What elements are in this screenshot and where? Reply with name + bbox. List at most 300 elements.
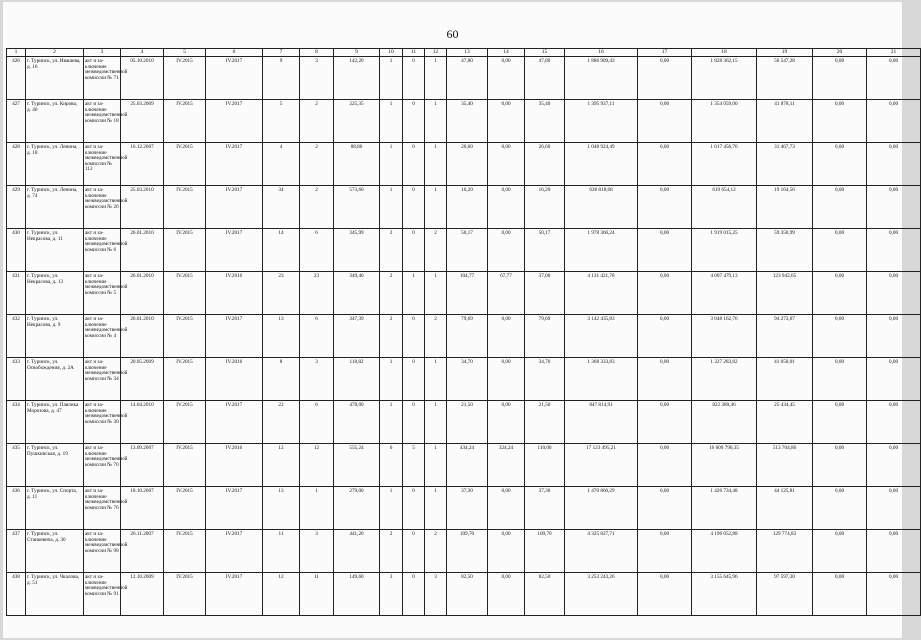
area-cell: 347,39 (334, 315, 380, 358)
col12-cell: 1 (425, 100, 447, 143)
col21-cell: 0,00 (867, 229, 921, 272)
quarter-start-cell: IV.2015 (164, 444, 206, 487)
area-cell: 478,00 (334, 401, 380, 444)
quarter-start-cell: IV.2015 (164, 143, 206, 186)
quarter-end-cell: IV.2016 (206, 272, 263, 315)
quarter-end-cell: IV.2017 (206, 229, 263, 272)
col10-cell: 2 (380, 272, 403, 315)
col20-cell: 0,00 (813, 444, 867, 487)
quarter-end-cell: IV.2017 (206, 143, 263, 186)
date-cell: 05.10.2010 (121, 57, 164, 100)
cost-total-cell: 847 814,91 (565, 401, 638, 444)
col21-cell: 0,00 (867, 358, 921, 401)
document-cell: акт и за-ключение межведомственной комиссии № 30 (84, 401, 121, 444)
cost-total-cell: 3 253 243,26 (565, 573, 638, 616)
table-row (7, 315, 921, 358)
row-number: 428 (7, 143, 26, 186)
residents-cell: 4 (263, 143, 300, 186)
address-cell: г. Туринск, ул. Ленина, д. 18 (26, 143, 84, 186)
table-row (7, 272, 921, 315)
quarter-end-cell: IV.2017 (206, 487, 263, 530)
col21-cell: 0,00 (867, 315, 921, 358)
quarter-end-cell: IV.2017 (206, 186, 263, 229)
col20-cell: 0,00 (813, 229, 867, 272)
area-cell: 225,35 (334, 100, 380, 143)
cost-fund-cell: 1 426 734,48 (692, 487, 757, 530)
col11-cell: 1 (403, 272, 425, 315)
quarter-end-cell: IV.2017 (206, 57, 263, 100)
cost-region-cell: 59 350,99 (757, 229, 813, 272)
col15-cell: 35,40 (525, 100, 565, 143)
address-cell: г. Туринск, ул. Освобождения, д. 2А (26, 358, 84, 401)
col15-cell: 16,20 (525, 186, 565, 229)
date-cell: 16.12.2007 (121, 143, 164, 186)
col15-cell: 110,00 (525, 444, 565, 487)
col17-cell: 0,00 (638, 401, 692, 444)
col8-cell: 12 (300, 444, 334, 487)
document-cell: акт и за-ключение межведомственной комиссии № 34 (84, 358, 121, 401)
col17-cell: 0,00 (638, 272, 692, 315)
col8-cell: 3 (300, 530, 334, 573)
document-cell: акт и за-ключение межведомственной комиссии № 70 (84, 444, 121, 487)
address-cell: г. Туринск, ул. Ленина, д. 74 (26, 186, 84, 229)
col13-cell: 109,70 (447, 530, 488, 573)
col21-cell: 0,00 (867, 143, 921, 186)
col13-cell: 35,40 (447, 100, 488, 143)
address-cell: г. Туринск, ул. Некрасова, д. 11 (26, 229, 84, 272)
col21-cell: 0,00 (867, 487, 921, 530)
col13-cell: 34,70 (447, 358, 488, 401)
date-cell: 26.01.2010 (121, 315, 164, 358)
address-cell: г. Туринск, ул. Станкевича, д. 30 (26, 530, 84, 573)
col20-cell: 0,00 (813, 186, 867, 229)
col10-cell: 2 (380, 530, 403, 573)
column-header: 9 (334, 49, 380, 57)
cost-fund-cell: 4 196 052,88 (692, 530, 757, 573)
col17-cell: 0,00 (638, 444, 692, 487)
quarter-end-cell: IV.2016 (206, 444, 263, 487)
col12-cell: 2 (425, 229, 447, 272)
col8-cell: 1 (300, 487, 334, 530)
date-cell: 26.11.2007 (121, 530, 164, 573)
col11-cell: 0 (403, 530, 425, 573)
document-cell: акт и за-ключение межведомственной комиссии № 18 (84, 100, 121, 143)
cost-fund-cell: 3 155 645,96 (692, 573, 757, 616)
col20-cell: 0,00 (813, 573, 867, 616)
col11-cell: 5 (403, 444, 425, 487)
col11-cell: 0 (403, 143, 425, 186)
col11-cell: 0 (403, 573, 425, 616)
col11-cell: 0 (403, 57, 425, 100)
col8-cell: 11 (300, 573, 334, 616)
col13-cell: 37,30 (447, 487, 488, 530)
cost-total-cell: 1 470 860,29 (565, 487, 638, 530)
col10-cell: 1 (380, 57, 403, 100)
column-header: 4 (121, 49, 164, 57)
col17-cell: 0,00 (638, 315, 692, 358)
col11-cell: 0 (403, 315, 425, 358)
document-cell: акт и за-ключение межведомственной комиссии № 76 (84, 487, 121, 530)
col20-cell: 0,00 (813, 530, 867, 573)
col8-cell: 3 (300, 358, 334, 401)
row-number: 433 (7, 358, 26, 401)
cost-region-cell: 129 774,83 (757, 530, 813, 573)
area-cell: 88,80 (334, 143, 380, 186)
col17-cell: 0,00 (638, 143, 692, 186)
document-cell: акт и за-ключение межведомственной комиссии № 71 (84, 57, 121, 100)
col10-cell: 1 (380, 487, 403, 530)
quarter-start-cell: IV.2015 (164, 487, 206, 530)
row-number: 427 (7, 100, 26, 143)
row-number: 437 (7, 530, 26, 573)
col10-cell: 3 (380, 573, 403, 616)
col12-cell: 1 (425, 143, 447, 186)
quarter-end-cell: IV.2017 (206, 100, 263, 143)
col13-cell: 104,77 (447, 272, 488, 315)
quarter-start-cell: IV.2015 (164, 358, 206, 401)
document-cell: акт и за-ключение межведомственной комиссии № 5 (84, 272, 121, 315)
residents-cell: 34 (263, 186, 300, 229)
cost-region-cell: 56 547,28 (757, 57, 813, 100)
col14-cell: 0,00 (488, 401, 525, 444)
column-header: 14 (488, 49, 525, 57)
cost-total-cell: 1 886 909,43 (565, 57, 638, 100)
col21-cell: 0,00 (867, 272, 921, 315)
area-cell: 149,60 (334, 573, 380, 616)
housing-register-table (6, 48, 921, 616)
cost-fund-cell: 822 380,46 (692, 401, 757, 444)
cost-total-cell: 638 818,68 (565, 186, 638, 229)
quarter-start-cell: IV.2015 (164, 57, 206, 100)
date-cell: 25.03.2009 (121, 100, 164, 143)
cost-total-cell: 1 395 937,11 (565, 100, 638, 143)
col20-cell: 0,00 (813, 100, 867, 143)
header-row (7, 49, 921, 57)
document-cell: акт и за-ключение межведомственной комиссии № 6 (84, 229, 121, 272)
col15-cell: 37,30 (525, 487, 565, 530)
cost-fund-cell: 16 609 790,35 (692, 444, 757, 487)
col10-cell: 1 (380, 358, 403, 401)
col8-cell: 6 (300, 229, 334, 272)
cost-region-cell: 41 050,01 (757, 358, 813, 401)
quarter-end-cell: IV.2017 (206, 530, 263, 573)
col12-cell: 1 (425, 487, 447, 530)
area-cell: 441,20 (334, 530, 380, 573)
col17-cell: 0,00 (638, 57, 692, 100)
column-header: 17 (638, 49, 692, 57)
col17-cell: 0,00 (638, 487, 692, 530)
col10-cell: 2 (380, 229, 403, 272)
col14-cell: 0,00 (488, 57, 525, 100)
column-header: 20 (813, 49, 867, 57)
column-header: 2 (26, 49, 84, 57)
quarter-end-cell: IV.2017 (206, 573, 263, 616)
col10-cell: 2 (380, 315, 403, 358)
row-number: 436 (7, 487, 26, 530)
col17-cell: 0,00 (638, 229, 692, 272)
col11-cell: 0 (403, 186, 425, 229)
col10-cell: 1 (380, 143, 403, 186)
address-cell: г. Туринск, ул. Некрасова, д. 13 (26, 272, 84, 315)
col15-cell: 34,70 (525, 358, 565, 401)
col15-cell: 82,50 (525, 573, 565, 616)
col15-cell: 37,00 (525, 272, 565, 315)
area-cell: 555,24 (334, 444, 380, 487)
col12-cell: 3 (425, 573, 447, 616)
col17-cell: 0,00 (638, 100, 692, 143)
cost-region-cell: 31 467,73 (757, 143, 813, 186)
col14-cell: 0,00 (488, 229, 525, 272)
area-cell: 573,60 (334, 186, 380, 229)
col12-cell: 1 (425, 444, 447, 487)
cost-total-cell: 4 131 421,78 (565, 272, 638, 315)
col21-cell: 0,00 (867, 401, 921, 444)
col17-cell: 0,00 (638, 573, 692, 616)
cost-fund-cell: 1 919 015,25 (692, 229, 757, 272)
cost-total-cell: 17 123 495,21 (565, 444, 638, 487)
residents-cell: 22 (263, 401, 300, 444)
col14-cell: 0,00 (488, 358, 525, 401)
residents-cell: 8 (263, 358, 300, 401)
residents-cell: 11 (263, 530, 300, 573)
quarter-start-cell: IV.2015 (164, 573, 206, 616)
col13-cell: 47,80 (447, 57, 488, 100)
col20-cell: 0,00 (813, 57, 867, 100)
row-number: 435 (7, 444, 26, 487)
table-row (7, 530, 921, 573)
column-header: 7 (263, 49, 300, 57)
cost-total-cell: 3 142 435,83 (565, 315, 638, 358)
date-cell: 18.10.2007 (121, 487, 164, 530)
address-cell: г. Туринск, ул. Павлика Морозова, д. 47 (26, 401, 84, 444)
quarter-start-cell: IV.2015 (164, 530, 206, 573)
residents-cell: 9 (263, 57, 300, 100)
cost-region-cell: 19 164,56 (757, 186, 813, 229)
row-number: 434 (7, 401, 26, 444)
area-cell: 118,82 (334, 358, 380, 401)
column-header: 1 (7, 49, 26, 57)
row-number: 429 (7, 186, 26, 229)
col12-cell: 1 (425, 401, 447, 444)
quarter-start-cell: IV.2015 (164, 100, 206, 143)
document-cell: акт и за-ключение межведомственной комиссии № 112 (84, 143, 121, 186)
date-cell: 26.01.2010 (121, 272, 164, 315)
col15-cell: 79,69 (525, 315, 565, 358)
col8-cell: 2 (300, 186, 334, 229)
col13-cell: 82,50 (447, 573, 488, 616)
col8-cell: 3 (300, 57, 334, 100)
residents-cell: 5 (263, 100, 300, 143)
col20-cell: 0,00 (813, 358, 867, 401)
cost-total-cell: 1 978 366,24 (565, 229, 638, 272)
col15-cell: 47,80 (525, 57, 565, 100)
page-number: 60 (446, 27, 459, 41)
col12-cell: 1 (425, 57, 447, 100)
cost-total-cell: 1 048 924,49 (565, 143, 638, 186)
col11-cell: 0 (403, 100, 425, 143)
table-row (7, 401, 921, 444)
col15-cell: 109,70 (525, 530, 565, 573)
cost-fund-cell: 4 007 479,13 (692, 272, 757, 315)
address-cell: г. Туринск, ул. Чкалова, д. 51 (26, 573, 84, 616)
cost-region-cell: 513 704,86 (757, 444, 813, 487)
col14-cell: 0,00 (488, 530, 525, 573)
date-cell: 14.04.2010 (121, 401, 164, 444)
quarter-start-cell: IV.2015 (164, 229, 206, 272)
col21-cell: 0,00 (867, 186, 921, 229)
col14-cell: 0,00 (488, 186, 525, 229)
cost-fund-cell: 619 654,12 (692, 186, 757, 229)
column-header: 11 (403, 49, 425, 57)
date-cell: 26.01.2010 (121, 229, 164, 272)
column-header: 12 (425, 49, 447, 57)
table-row (7, 100, 921, 143)
table-row (7, 143, 921, 186)
col10-cell: 1 (380, 186, 403, 229)
col21-cell: 0,00 (867, 100, 921, 143)
col8-cell: 2 (300, 143, 334, 186)
col10-cell: 6 (380, 444, 403, 487)
col8-cell: 23 (300, 272, 334, 315)
column-header: 3 (84, 49, 121, 57)
col14-cell: 324,24 (488, 444, 525, 487)
column-header: 5 (164, 49, 206, 57)
col20-cell: 0,00 (813, 401, 867, 444)
column-header: 6 (206, 49, 263, 57)
col21-cell: 0,00 (867, 444, 921, 487)
col11-cell: 0 (403, 401, 425, 444)
quarter-end-cell: IV.2017 (206, 401, 263, 444)
row-number: 438 (7, 573, 26, 616)
col12-cell: 1 (425, 272, 447, 315)
date-cell: 13.09.2007 (121, 444, 164, 487)
col12-cell: 1 (425, 186, 447, 229)
area-cell: 279,00 (334, 487, 380, 530)
col12-cell: 2 (425, 530, 447, 573)
address-cell: г. Туринск, ул. Пушкинская, д. 19 (26, 444, 84, 487)
cost-region-cell: 123 942,65 (757, 272, 813, 315)
row-number: 426 (7, 57, 26, 100)
col13-cell: 16,20 (447, 186, 488, 229)
document-cell: акт и за-ключение межведомственной комиссии № 26 (84, 186, 121, 229)
residents-cell: 12 (263, 573, 300, 616)
quarter-end-cell: IV.2016 (206, 358, 263, 401)
area-cell: 349,40 (334, 272, 380, 315)
cost-fund-cell: 3 048 162,76 (692, 315, 757, 358)
cost-fund-cell: 1 354 059,00 (692, 100, 757, 143)
address-cell: г. Туринск, ул. Кирова, д. 40 (26, 100, 84, 143)
quarter-end-cell: IV.2017 (206, 315, 263, 358)
column-header: 16 (565, 49, 638, 57)
col13-cell: 26,60 (447, 143, 488, 186)
row-number: 430 (7, 229, 26, 272)
col17-cell: 0,00 (638, 358, 692, 401)
col13-cell: 21,50 (447, 401, 488, 444)
date-cell: 20.05.2009 (121, 358, 164, 401)
col20-cell: 0,00 (813, 272, 867, 315)
col8-cell: 2 (300, 100, 334, 143)
col14-cell: 0,00 (488, 143, 525, 186)
col21-cell: 0,00 (867, 530, 921, 573)
address-cell: г. Туринск, ул. Ивашева, д. 16 (26, 57, 84, 100)
col21-cell: 0,00 (867, 57, 921, 100)
quarter-start-cell: IV.2015 (164, 272, 206, 315)
col13-cell: 50,17 (447, 229, 488, 272)
area-cell: 142,20 (334, 57, 380, 100)
cost-region-cell: 25 434,45 (757, 401, 813, 444)
col11-cell: 0 (403, 358, 425, 401)
residents-cell: 13 (263, 315, 300, 358)
table-row (7, 573, 921, 616)
col12-cell: 1 (425, 358, 447, 401)
cost-fund-cell: 1 017 456,76 (692, 143, 757, 186)
quarter-start-cell: IV.2015 (164, 186, 206, 229)
column-header: 18 (692, 49, 757, 57)
col11-cell: 0 (403, 229, 425, 272)
row-number: 431 (7, 272, 26, 315)
document-cell: акт и за-ключение межведомственной комиссии № 91 (84, 573, 121, 616)
column-header: 8 (300, 49, 334, 57)
residents-cell: 14 (263, 229, 300, 272)
column-header: 21 (867, 49, 921, 57)
row-number: 432 (7, 315, 26, 358)
document-cell: акт и за-ключение межведомственной комиссии № 98 (84, 530, 121, 573)
date-cell: 12.10.2009 (121, 573, 164, 616)
column-header: 19 (757, 49, 813, 57)
col10-cell: 1 (380, 100, 403, 143)
col20-cell: 0,00 (813, 143, 867, 186)
column-header: 10 (380, 49, 403, 57)
col17-cell: 0,00 (638, 186, 692, 229)
col8-cell: 6 (300, 315, 334, 358)
col15-cell: 26,60 (525, 143, 565, 186)
table-row (7, 186, 921, 229)
col10-cell: 1 (380, 401, 403, 444)
area-cell: 345,99 (334, 229, 380, 272)
col15-cell: 21,50 (525, 401, 565, 444)
table-row (7, 358, 921, 401)
quarter-start-cell: IV.2015 (164, 401, 206, 444)
col14-cell: 0,00 (488, 100, 525, 143)
cost-total-cell: 1 368 333,83 (565, 358, 638, 401)
column-header: 15 (525, 49, 565, 57)
col14-cell: 0,00 (488, 487, 525, 530)
col20-cell: 0,00 (813, 487, 867, 530)
col8-cell: 6 (300, 401, 334, 444)
cost-region-cell: 97 597,30 (757, 573, 813, 616)
table-row (7, 487, 921, 530)
residents-cell: 12 (263, 444, 300, 487)
address-cell: г. Туринск, ул. Спорта, д. 11 (26, 487, 84, 530)
col20-cell: 0,00 (813, 315, 867, 358)
table-row (7, 444, 921, 487)
col14-cell: 67,77 (488, 272, 525, 315)
col13-cell: 434,24 (447, 444, 488, 487)
col11-cell: 0 (403, 487, 425, 530)
col21-cell: 0,00 (867, 573, 921, 616)
residents-cell: 13 (263, 487, 300, 530)
col15-cell: 50,17 (525, 229, 565, 272)
date-cell: 25.03.2010 (121, 186, 164, 229)
table-row (7, 229, 921, 272)
col14-cell: 0,00 (488, 315, 525, 358)
col13-cell: 79,69 (447, 315, 488, 358)
cost-fund-cell: 1 828 362,15 (692, 57, 757, 100)
cost-region-cell: 41 878,11 (757, 100, 813, 143)
col14-cell: 0,00 (488, 573, 525, 616)
residents-cell: 23 (263, 272, 300, 315)
column-header: 13 (447, 49, 488, 57)
